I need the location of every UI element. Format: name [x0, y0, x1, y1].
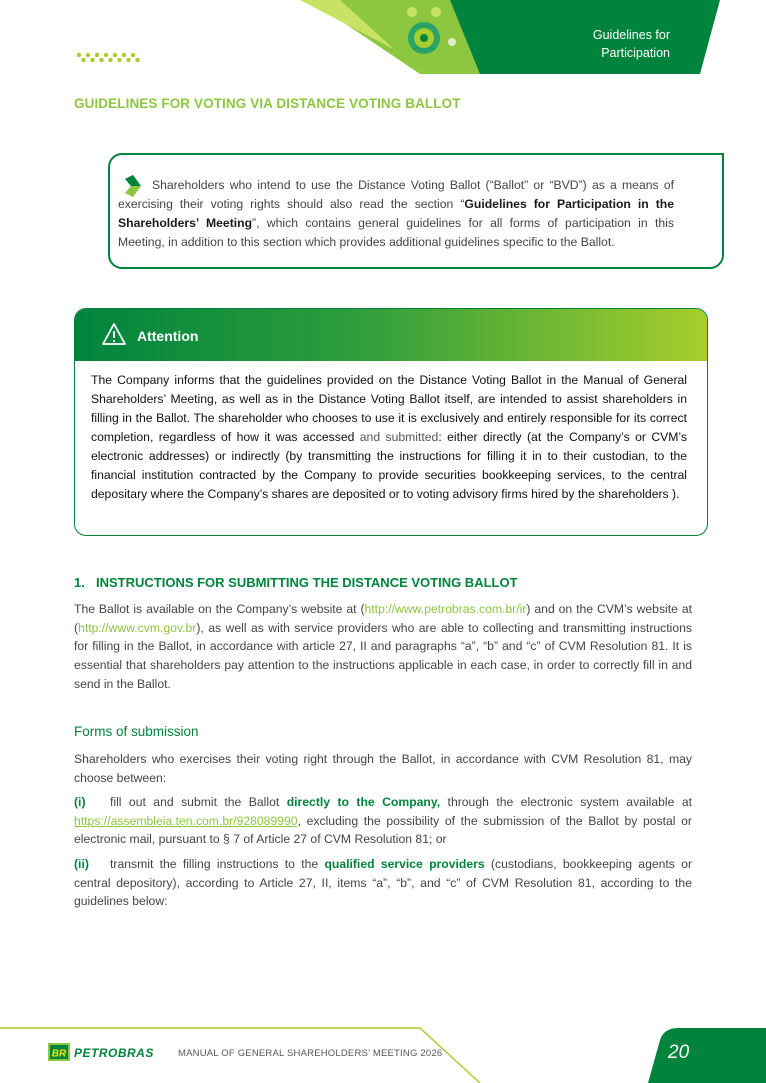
- robot-illustration-icon: [392, 0, 456, 60]
- decorative-dots-icon: [76, 52, 142, 64]
- forms-intro: Shareholders who exercises their voting right through the Ballot, in accordance with CVM Resolution 81, may choose between:: [74, 752, 692, 785]
- header-line-2: Participation: [601, 46, 670, 60]
- item-1-highlight: directly to the Company,: [286, 795, 441, 809]
- header-line-1: Guidelines for: [592, 28, 670, 42]
- section-1-title-text: INSTRUCTIONS FOR SUBMITTING THE DISTANCE VOTING BALLOT: [96, 575, 518, 590]
- header-banner: [300, 0, 766, 80]
- item-2-text-a: transmit the filling instructions to the: [110, 857, 325, 871]
- attention-text-thin: and submitted: [359, 430, 439, 444]
- item-1-text-b: through the electronic system available at: [440, 795, 692, 809]
- forms-of-submission-title: Forms of submission: [74, 724, 199, 739]
- page-title: GUIDELINES FOR VOTING VIA DISTANCE VOTING BALLOT: [74, 96, 461, 111]
- item-2-label: (ii): [74, 857, 89, 871]
- intro-text-a: Shareholders who intend to use the Distance Voting Ballot (“Ballot” or “BVD”) as a means of exercising their voting rights should also read the section “: [118, 178, 674, 211]
- brand-name: PETROBRAS: [74, 1046, 154, 1060]
- intro-text-b: ”, which contains general guidelines for all forms of participation in this Meeting, in addition to this section which provides additional guidelines specific to the Ballot.: [118, 216, 674, 249]
- attention-text-b: : either directly (at the Company’s or CVM’s electronic addresses) or indirectly (by transmitting the instructions for filling it in to their custodian, to the financial institution contracted by the Company to provide securities bookkeeping services, to the central depositary where the Company’s shares are deposited or to voting advisory firms hired by the shareholders ).: [91, 430, 687, 501]
- item-1-text-a: fill out and submit the Ballot: [110, 795, 287, 809]
- item-1-text-c: , excluding the possibility of the submission of the Ballot by postal or electronic mail, pursuant to § 7 of Article 27 of CVM Resolution 81; or: [74, 813, 692, 847]
- p1-text-b: ) and on the CVM’s website at (: [74, 602, 693, 635]
- petrobras-logo-icon: [48, 1043, 70, 1061]
- item-1-label: (i): [74, 795, 86, 809]
- intro-text-bold: Guidelines for Participation in the Shareholders’ Meeting: [118, 197, 675, 230]
- attention-title: Attention: [137, 328, 199, 344]
- page-number: 20: [668, 1042, 690, 1063]
- footer-manual-title: MANUAL OF GENERAL SHAREHOLDERS’ MEETING 2026: [178, 1048, 443, 1059]
- cvm-link[interactable]: http://www.cvm.gov.br: [78, 620, 197, 635]
- intro-note-text: [118, 176, 674, 252]
- p1-text-a: The Ballot is available on the Company’s website at (: [74, 602, 365, 616]
- assembleia-link[interactable]: https://assembleia.ten.com.br/928089990: [74, 813, 298, 828]
- item-2-text-b: (custodians, bookkeeping agents or central depository), according to Article 27, II, items “a”, “b”, and “c” of CVM Resolution 81, according to the guidelines below:: [74, 857, 692, 909]
- item-2-highlight: qualified service providers: [324, 857, 485, 871]
- header-section-label: [593, 26, 670, 62]
- forms-item-1: [74, 793, 692, 849]
- attention-box: [74, 308, 708, 536]
- p1-text-c: ), as well as with service providers who are able to collecting and transmitting instructions for filling in the Ballot, in accordance with article 27, II and paragraphs “a”, “b” and “c” of CVM Resolution 81. It is essential that shareholders pay attention to the instructions applicable in each case, in order to correctly fill in and send in the Ballot.: [74, 620, 692, 691]
- section-1-paragraph: [74, 600, 692, 694]
- attention-text-a: The Company informs that the guidelines provided on the Distance Voting Ballot in the Manual of General Shareholders’ Meeting, as well as in the Distance Voting Ballot itself, are intended to assist shareholders in filling in the Ballot. The shareholder who chooses to use it is exclusively and entirely responsible for its correct completion, regardless of how it was accessed: [91, 373, 687, 444]
- forms-item-2: [74, 855, 692, 911]
- logo-text: BR: [51, 1048, 67, 1060]
- attention-text: [91, 371, 687, 504]
- section-1-title: [74, 575, 518, 590]
- warning-icon: [101, 321, 127, 347]
- section-1-number: 1.: [74, 575, 85, 590]
- petrobras-ir-link[interactable]: http://www.petrobras.com.br/ir: [364, 602, 527, 616]
